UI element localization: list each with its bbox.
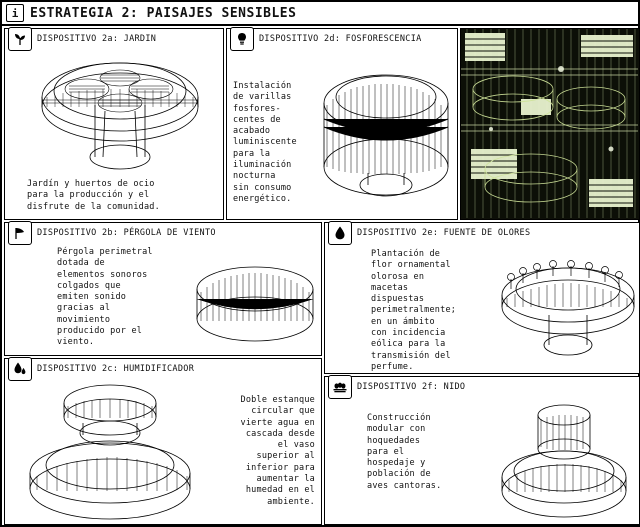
device-2e-text: Plantación de flor ornamental olorosa en macetas dispuestas perimetralmente; en un ámbito con incidencia eólica para la transmisión del perfume. [371, 249, 457, 372]
photo-graphics [461, 29, 638, 218]
page-title: ESTRATEGIA 2: PAISAJES SENSIBLES [30, 5, 297, 21]
panel-device-2b [4, 222, 322, 356]
device-2c-header [5, 359, 321, 379]
panel-device-2f [324, 376, 640, 525]
device-2d-illustration [313, 57, 459, 219]
device-2d-title: DISPOSITIVO 2d: FOSFORESCENCIA [259, 34, 422, 44]
panel-device-2c [4, 358, 322, 525]
device-2a-title: DISPOSITIVO 2a: JARDIN [37, 34, 157, 44]
device-2e-illustration [497, 245, 639, 371]
info-icon-glyph: i [11, 6, 19, 20]
device-2f-illustration [493, 393, 635, 521]
device-2c-title: DISPOSITIVO 2c: HUMIDIFICADOR [37, 364, 195, 374]
wind-flag-icon [8, 221, 32, 245]
device-2b-header [5, 223, 321, 243]
device-2d-text: Instalación de varillas fosfores- centes de acabado luminiscente para la iluminación nocturna sin consumo energético. [233, 81, 297, 204]
device-2b-title: DISPOSITIVO 2b: PÉRGOLA DE VIENTO [37, 228, 216, 238]
device-2e-title: DISPOSITIVO 2e: FUENTE DE OLORES [357, 228, 531, 238]
nest-birds-icon [328, 375, 352, 399]
device-2a-text: Jardín y huertos de ocio para la producción y el disfrute de la comunidad. [27, 179, 160, 212]
device-2b-text: Pérgola perimetral dotada de elementos sonoros colgados que emiten sonido gracias al movimiento producido por el viento. [57, 247, 153, 348]
device-2f-title: DISPOSITIVO 2f: NIDO [357, 382, 466, 392]
device-2d-header [227, 29, 457, 49]
panel-device-2a [4, 28, 224, 220]
device-2e-header [325, 223, 639, 243]
device-2b-illustration [189, 261, 321, 353]
panel-device-2d [226, 28, 458, 220]
board-header [2, 2, 638, 26]
droplet-icon [328, 221, 352, 245]
device-2c-illustration [21, 377, 199, 523]
device-2c-text: Doble estanque circular que vierte agua en cascada desde el vaso superior al inferior para aumentar la humedad en el ambiente. [240, 395, 315, 507]
info-icon [6, 4, 24, 22]
device-2f-text: Construcción modular con hoquedades para el hospedaje y población de aves cantoras. [367, 413, 442, 491]
lightbulb-icon [230, 27, 254, 51]
night-photo-collage [460, 28, 640, 220]
panel-device-2e [324, 222, 640, 374]
